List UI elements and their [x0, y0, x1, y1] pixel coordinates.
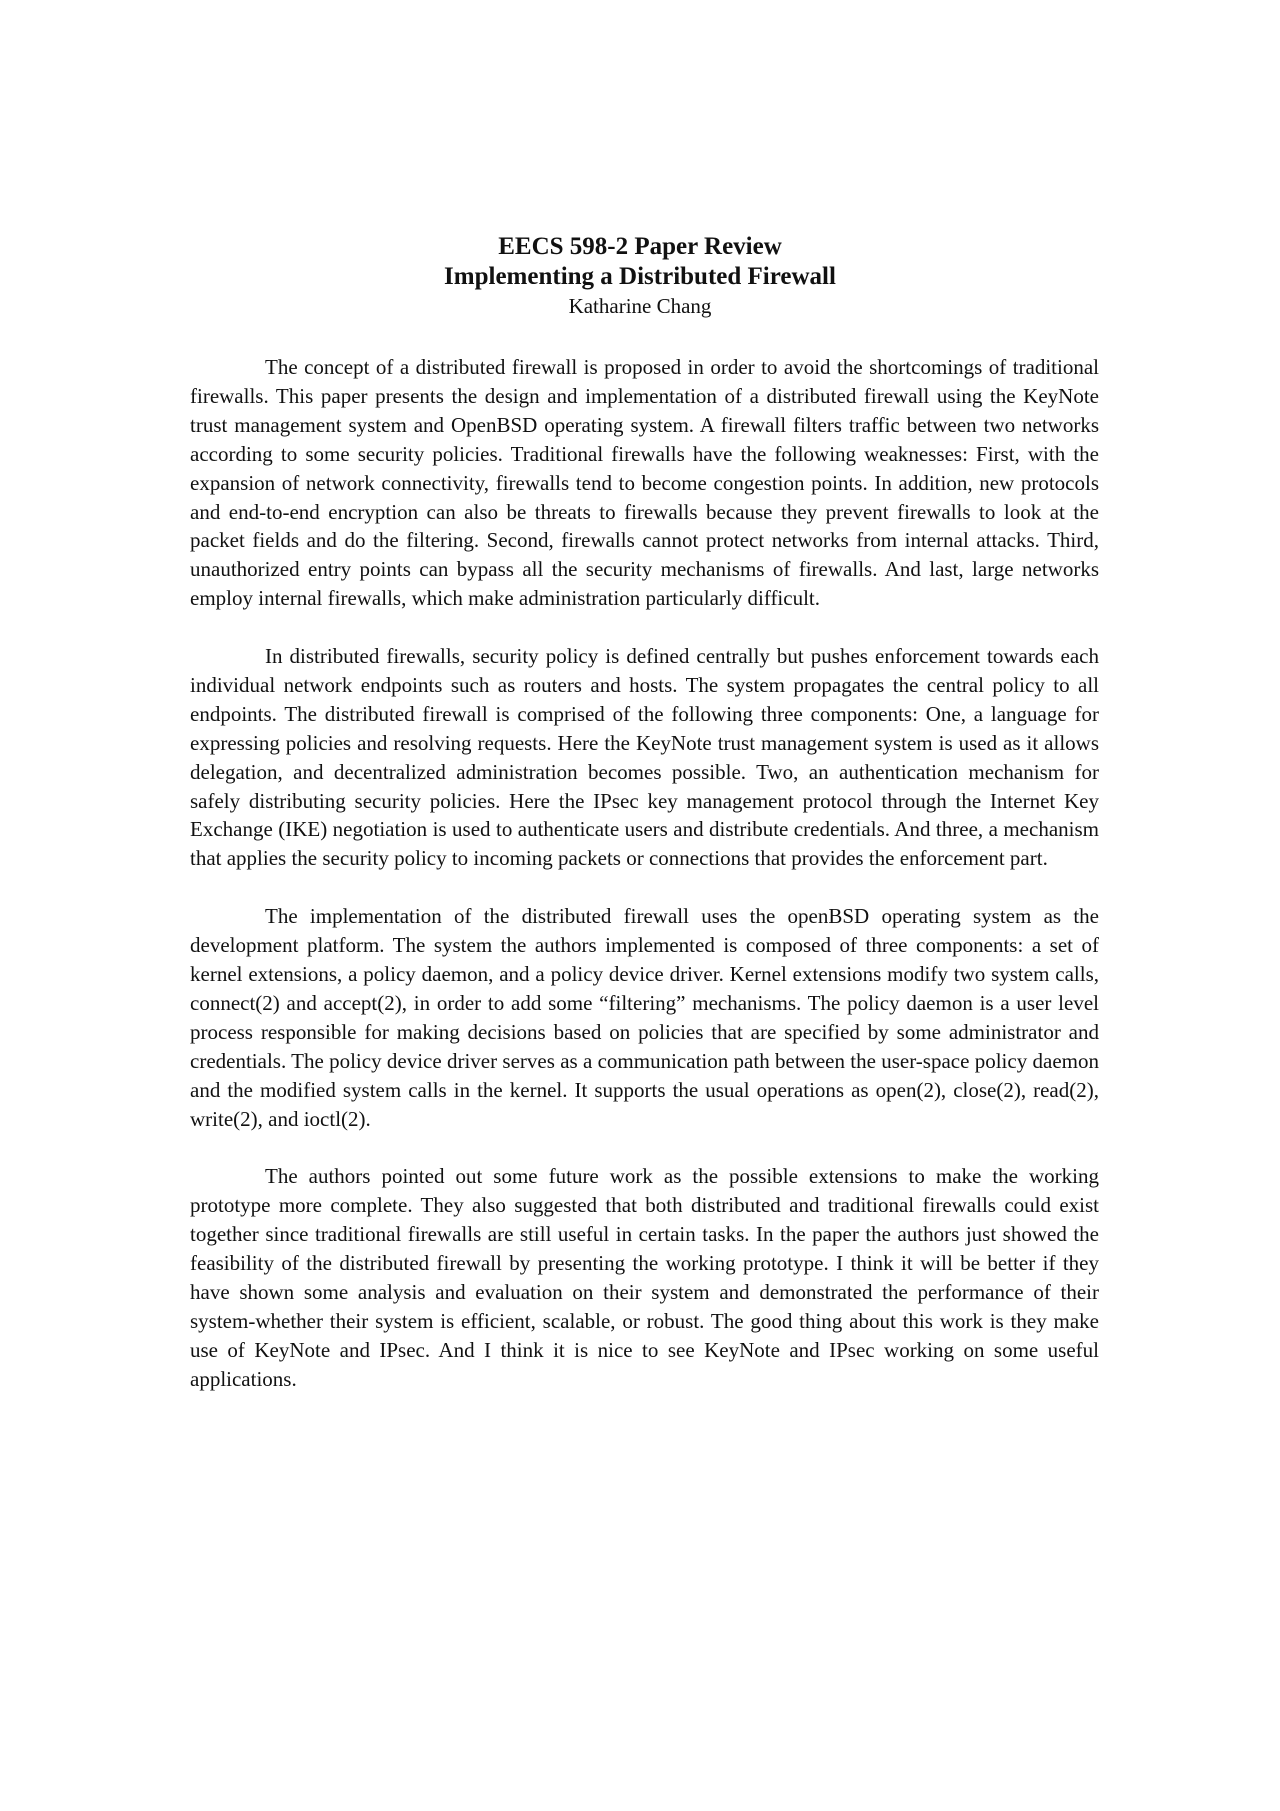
paragraph-intro: The concept of a distributed firewall is proposed in order to avoid the shortcomings of traditional firewalls. This paper presents the design and implementation of a distributed firewall using the KeyNote trust management system and OpenBSD operating system. A firewall filters traffic between two networks according to some security policies. Traditional firewalls have the following weaknesses: First, with the expansion of network connectivity, firewalls tend to become congestion points. In addition, new protocols and end-to-end encryption can also be threats to firewalls because they prevent firewalls to look at the packet fields and do the filtering. Second, firewalls cannot protect networks from internal attacks. Third, unauthorized entry points can bypass all the security mechanisms of firewalls. And last, large networks employ internal firewalls, which make administration particularly difficult.	[190, 355, 1099, 611]
paragraph-components: In distributed firewalls, security policy is defined centrally but pushes enforcement towards each individual network endpoints such as routers and hosts. The system propagates the central policy to all endpoints. The distributed firewall is comprised of the following three components: One, a language for expressing policies and resolving requests. Here the KeyNote trust management system is used as it allows delegation, and decentralized administration becomes possible. Two, an authentication mechanism for safely distributing security policies. Here the IPsec key management protocol through the Internet Key Exchange (IKE) negotiation is used to authenticate users and distribute credentials. And three, a mechanism that applies the security policy to incoming packets or connections that provides the enforcement part.	[190, 644, 1099, 871]
author-name: Katharine Chang	[568, 294, 712, 318]
document-title: EECS 598-2 Paper Review	[498, 233, 782, 260]
paper-title: Implementing a Distributed Firewall	[444, 263, 836, 290]
paragraph-future-work: The authors pointed out some future work as the possible extensions to make the working prototype more complete. They also suggested that both distributed and traditional firewalls could exist together since traditional firewalls are still useful in certain tasks. In the paper the authors just showed the feasibility of the distributed firewall by presenting the working prototype. I think it will be better if they have shown some analysis and evaluation on their system and demonstrated the performance of their system-whether their system is efficient, scalable, or robust. The good thing about this work is they make use of KeyNote and IPsec. And I think it is nice to see KeyNote and IPsec working on some useful applications.	[190, 1164, 1099, 1391]
paragraph-implementation: The implementation of the distributed firewall uses the openBSD operating system as the development platform. The system the authors implemented is composed of three components: a set of kernel extensions, a policy daemon, and a policy device driver. Kernel extensions modify two system calls, connect(2) and accept(2), in order to add some “filtering” mechanisms. The policy daemon is a user level process responsible for making decisions based on policies that are specified by some administrator and credentials. The policy device driver serves as a communication path between the user-space policy daemon and the modified system calls in the kernel. It supports the usual operations as open(2), close(2), read(2), write(2), and ioctl(2).	[190, 904, 1099, 1131]
document-header	[0, 232, 1280, 321]
document-body	[190, 353, 1099, 1422]
